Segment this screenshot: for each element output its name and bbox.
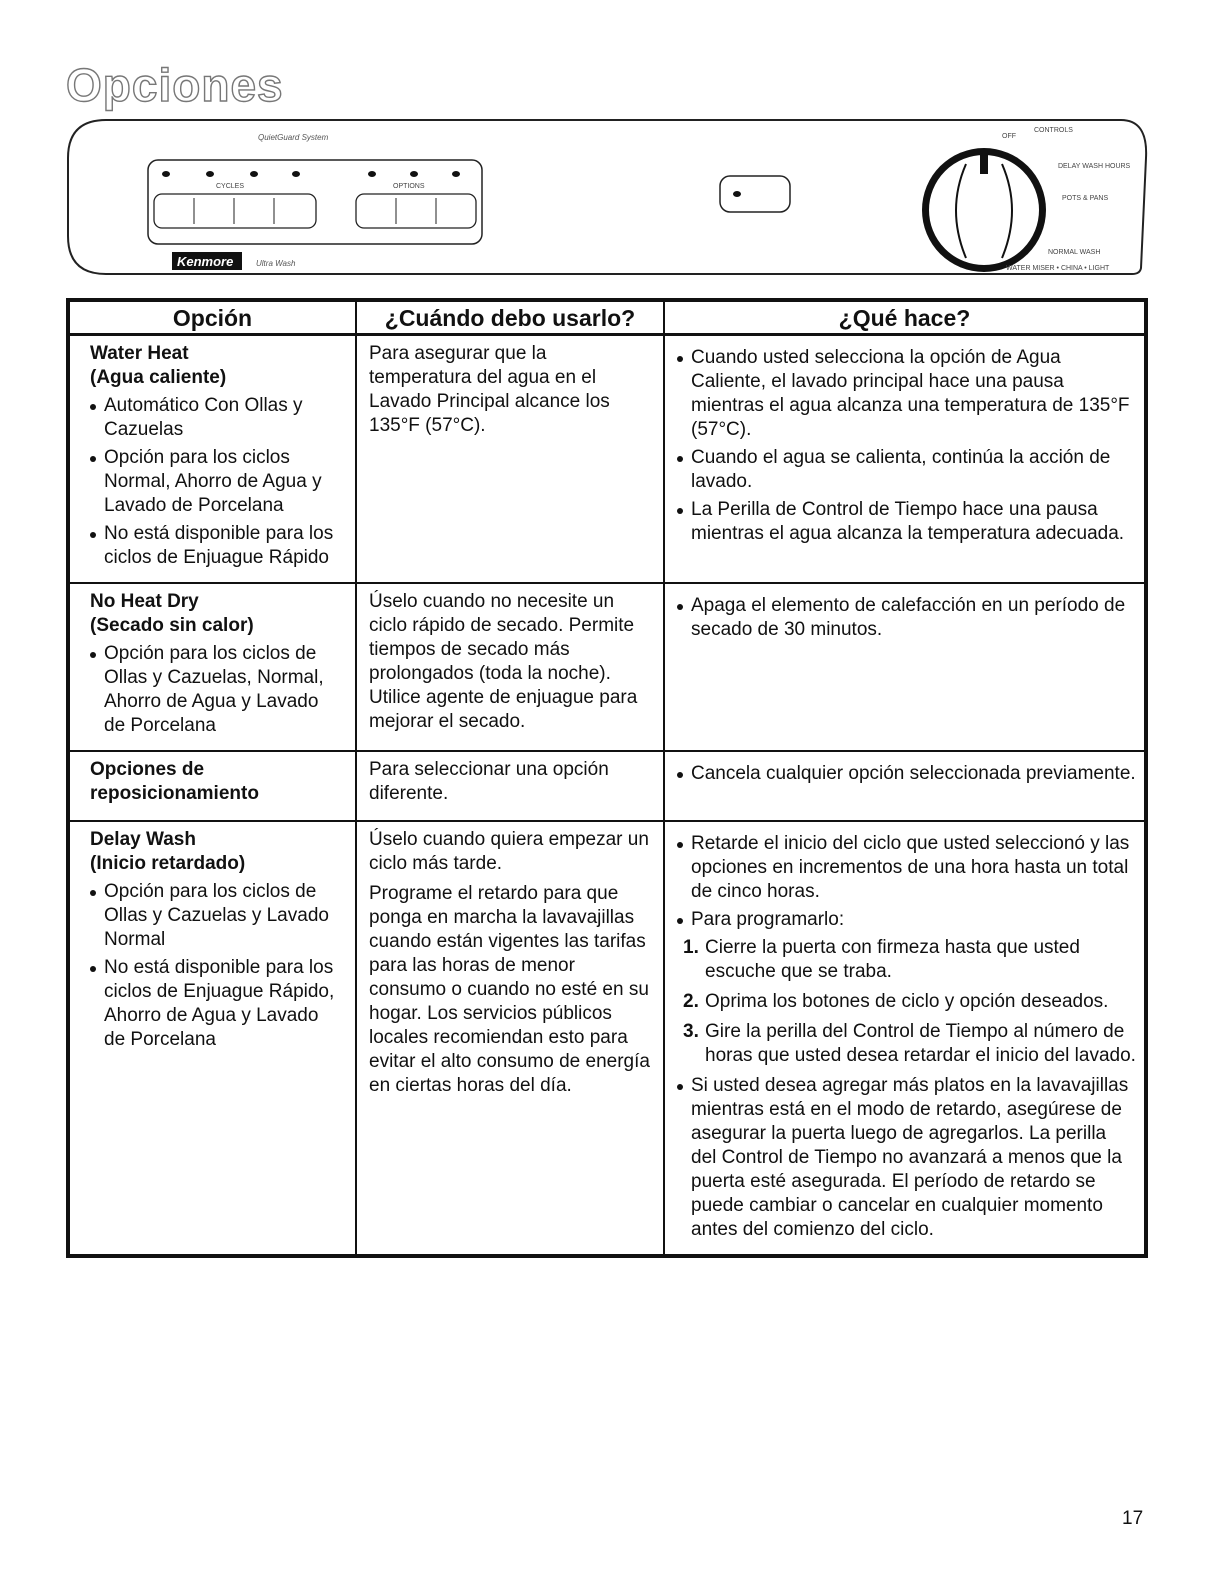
step-item <box>677 1020 1136 1068</box>
when-cell <box>356 751 664 821</box>
dial-label-normal: NORMAL WASH <box>1048 249 1101 256</box>
option-bullet: No está disponible para los ciclos de Enjuague Rápido <box>90 522 343 570</box>
option-name: Water Heat <box>90 343 189 364</box>
step-text: Gire la perilla del Control de Tiempo al número de horas que usted desea retardar el inicio del lavado. <box>705 1021 1136 1066</box>
option-bullet: Opción para los ciclos Normal, Ahorro de Agua y Lavado de Porcelana <box>90 446 343 518</box>
step-text: Cierre la puerta con firmeza hasta que usted escuche que se traba. <box>705 937 1080 982</box>
cycle-buttons-group[interactable] <box>154 194 316 228</box>
what-cell <box>664 821 1146 1256</box>
dial-label-miser: WATER MISER • CHINA • LIGHT <box>1006 265 1110 272</box>
when-cell <box>356 821 664 1256</box>
option-bullet: No está disponible para los ciclos de Enjuague Rápido, Ahorro de Agua y Lavado de Porcelana <box>90 956 343 1052</box>
cycle-led <box>162 171 170 177</box>
option-name-continued: reposicionamiento <box>90 783 259 804</box>
dial-label-pots: POTS & PANS <box>1062 195 1109 202</box>
option-bullet: Automático Con Ollas y Cazuelas <box>90 394 343 442</box>
option-led <box>410 171 418 177</box>
what-bullet: Retarde el inicio del ciclo que usted seleccionó y las opciones en incrementos de una hora hasta un total de cinco horas. <box>677 832 1136 904</box>
options-table <box>66 298 1148 1258</box>
svg-text:Kenmore: Kenmore <box>177 254 234 269</box>
control-panel-illustration <box>66 118 1150 276</box>
step-text: Oprima los botones de ciclo y opción deseados. <box>705 991 1109 1012</box>
table-row <box>68 583 1146 751</box>
when-text: Úselo cuando quiera empezar un ciclo más tarde. <box>369 829 649 874</box>
option-bullet: Opción para los ciclos de Ollas y Cazuelas, Normal, Ahorro de Agua y Lavado de Porcelana <box>90 642 343 738</box>
cycle-led <box>206 171 214 177</box>
dial-label-off: OFF <box>1002 133 1016 140</box>
cycles-label: CYCLES <box>216 183 245 190</box>
kenmore-logo <box>172 252 242 270</box>
cycle-led <box>292 171 300 177</box>
when-text: Para asegurar que la temperatura del agua en el Lavado Principal alcance los 135°F (57°C). <box>369 343 610 436</box>
step-number: 2. <box>683 991 699 1012</box>
step-item <box>677 936 1136 984</box>
option-name: Opciones de <box>90 759 205 780</box>
option-led <box>368 171 376 177</box>
page-title: Opciones <box>66 59 284 111</box>
when-cell <box>356 335 664 584</box>
option-name-translation: (Agua caliente) <box>90 367 227 388</box>
what-bullet: Para programarlo: <box>677 908 1136 932</box>
option-name: No Heat Dry <box>90 591 199 612</box>
what-bullet: Cuando usted selecciona la opción de Agua Caliente, el lavado principal hace una pausa mientras el agua alcanza una temperatura de 135°F (57°C). <box>677 346 1136 442</box>
step-number: 3. <box>683 1021 699 1042</box>
cycle-led <box>250 171 258 177</box>
what-cell <box>664 751 1146 821</box>
what-cell <box>664 335 1146 584</box>
option-bullet: Opción para los ciclos de Ollas y Cazuelas y Lavado Normal <box>90 880 343 952</box>
what-bullet: La Perilla de Control de Tiempo hace una pausa mientras el agua alcanza la temperatura adecuada. <box>677 498 1136 546</box>
table-row <box>68 335 1146 584</box>
page-number: 17 <box>1122 1508 1144 1529</box>
step-number: 1. <box>683 937 699 958</box>
option-cell <box>68 821 356 1256</box>
option-buttons-group[interactable] <box>356 194 476 228</box>
what-cell <box>664 583 1146 751</box>
when-cell <box>356 583 664 751</box>
when-text: Úselo cuando no necesite un ciclo rápido de secado. Permite tiempos de secado más prolongados (toda la noche). Utilice agente de enjuague para mejorar el secado. <box>369 591 638 732</box>
delay-led <box>733 191 741 197</box>
dial-label-controls: CONTROLS <box>1034 127 1073 134</box>
dial-label-delay: DELAY WASH HOURS <box>1058 163 1131 170</box>
table-row <box>68 821 1146 1256</box>
header-when: ¿Cuándo debo usarlo? <box>356 300 664 335</box>
header-what: ¿Qué hace? <box>664 300 1146 335</box>
step-item <box>677 990 1136 1014</box>
header-option: Opción <box>68 300 356 335</box>
option-led <box>452 171 460 177</box>
what-bullet: Cuando el agua se calienta, continúa la acción de lavado. <box>677 446 1136 494</box>
system-label: QuietGuard System <box>258 133 329 142</box>
what-bullet: Cancela cualquier opción seleccionada previamente. <box>677 762 1136 786</box>
what-bullet: Si usted desea agregar más platos en la lavavajillas mientras está en el modo de retardo, asegúrese de asegurar la puerta luego de agregarlos. La perilla del Control de Tiempo no avanzará a menos que la puerta esté asegurada. El período de retardo se puede cambiar o cancelar en cualquier momento antes del comienzo del ciclo. <box>677 1074 1136 1242</box>
option-name: Delay Wash <box>90 829 196 850</box>
option-name-translation: (Inicio retardado) <box>90 853 246 874</box>
table-row <box>68 751 1146 821</box>
timer-dial[interactable] <box>922 148 1046 272</box>
when-text: Programe el retardo para que ponga en marcha la lavavajillas cuando están vigentes las tarifas para las horas de menor consumo o cuando no esté en su hogar. Los servicios públicos locales recomiendan esto para evitar el alto consumo de energía en ciertas horas del día. <box>369 883 650 1096</box>
when-text: Para seleccionar una opción diferente. <box>369 759 609 804</box>
option-cell <box>68 583 356 751</box>
model-label: Ultra Wash <box>256 259 296 268</box>
option-cell <box>68 751 356 821</box>
delay-indicator <box>720 176 790 212</box>
option-name-translation: (Secado sin calor) <box>90 615 254 636</box>
what-bullet: Apaga el elemento de calefacción en un período de secado de 30 minutos. <box>677 594 1136 642</box>
option-cell <box>68 335 356 584</box>
options-label: OPTIONS <box>393 183 425 190</box>
table-header-row <box>68 300 1146 335</box>
